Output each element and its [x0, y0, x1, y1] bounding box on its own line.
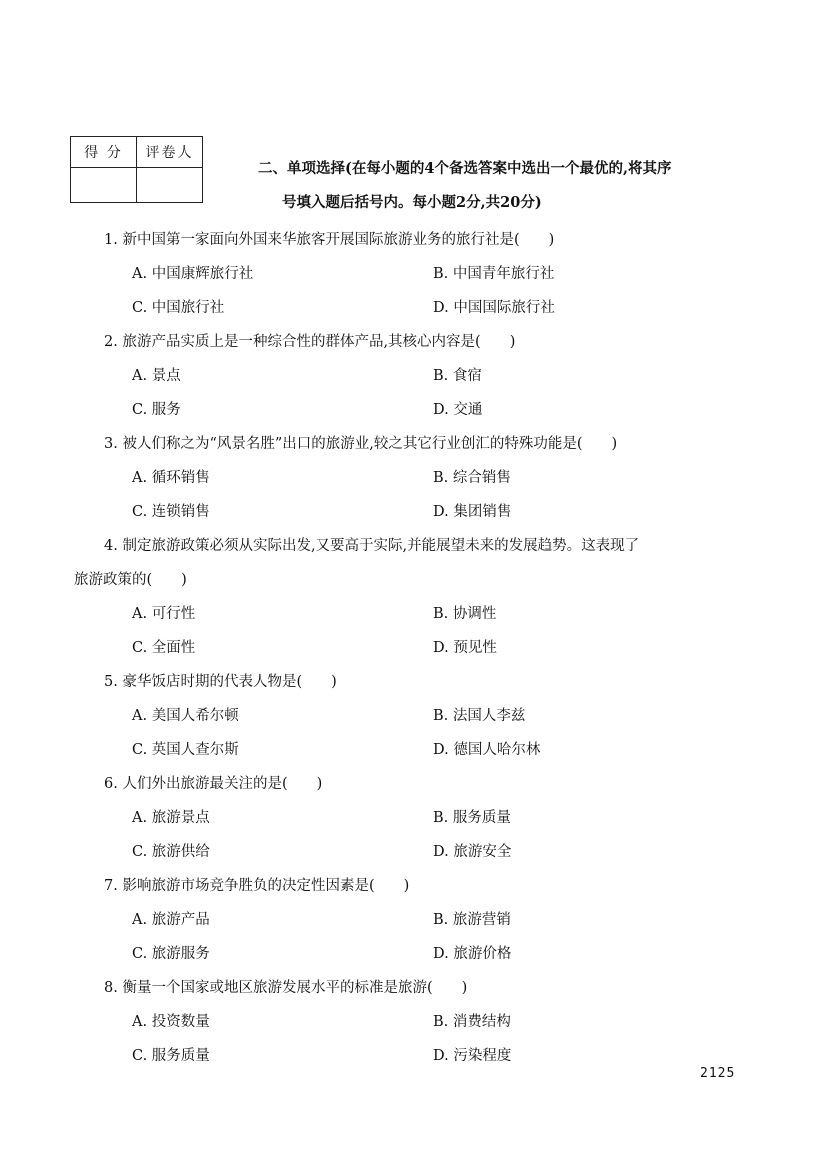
option-b: B. 法国人李兹	[433, 708, 526, 724]
option-a: A. 投资数量	[132, 1014, 210, 1030]
score-label: 得 分	[71, 137, 137, 168]
option-d: D. 污染程度	[433, 1048, 512, 1064]
option-c: C. 旅游服务	[132, 946, 210, 962]
option-c: C. 服务	[132, 402, 181, 418]
option-a: A. 旅游产品	[132, 912, 210, 928]
question-stem: 5. 豪华饭店时期的代表人物是( )	[104, 674, 337, 690]
option-d: D. 中国国际旅行社	[433, 300, 555, 316]
option-a: A. 可行性	[132, 606, 196, 622]
option-c: C. 全面性	[132, 640, 196, 656]
question-stem: 8. 衡量一个国家或地区旅游发展水平的标准是旅游( )	[104, 980, 468, 996]
question-stem: 3. 被人们称之为“风景名胜”出口的旅游业,较之其它行业创汇的特殊功能是( )	[104, 436, 618, 452]
page-number: 2125	[700, 1066, 736, 1081]
option-a: A. 旅游景点	[132, 810, 210, 826]
option-d: D. 德国人哈尔林	[433, 742, 541, 758]
section-heading-line-1: 二、单项选择(在每小题的4个备选答案中选出一个最优的,将其序	[258, 160, 672, 177]
option-c: C. 连锁销售	[132, 504, 210, 520]
question-stem: 4. 制定旅游政策必须从实际出发,又要高于实际,并能展望未来的发展趋势。这表现了	[104, 538, 640, 554]
option-d: D. 集团销售	[433, 504, 512, 520]
score-cell	[71, 168, 137, 203]
option-a: A. 美国人希尔顿	[132, 708, 239, 724]
score-box	[70, 136, 203, 203]
option-b: B. 协调性	[433, 606, 497, 622]
question-stem-continued: 旅游政策的( )	[74, 572, 187, 588]
option-a: A. 循环销售	[132, 470, 210, 486]
option-a: A. 中国康辉旅行社	[132, 266, 254, 282]
option-a: A. 景点	[132, 368, 181, 384]
grader-cell	[137, 168, 203, 203]
question-stem: 1. 新中国第一家面向外国来华旅客开展国际旅游业务的旅行社是( )	[104, 232, 555, 248]
option-b: B. 服务质量	[433, 810, 511, 826]
option-d: D. 交通	[433, 402, 483, 418]
option-b: B. 消费结构	[433, 1014, 511, 1030]
section-heading	[258, 152, 758, 220]
option-d: D. 预见性	[433, 640, 497, 656]
question-stem: 7. 影响旅游市场竞争胜负的决定性因素是( )	[104, 878, 410, 894]
option-c: C. 旅游供给	[132, 844, 210, 860]
option-c: C. 英国人查尔斯	[132, 742, 239, 758]
option-b: B. 旅游营销	[433, 912, 511, 928]
option-b: B. 食宿	[433, 368, 482, 384]
option-b: B. 中国青年旅行社	[433, 266, 555, 282]
grader-label: 评卷人	[137, 137, 203, 168]
question-stem: 6. 人们外出旅游最关注的是( )	[104, 776, 323, 792]
section-heading-line-2: 号填入题后括号内。每小题2分,共20分)	[282, 194, 542, 211]
option-c: C. 服务质量	[132, 1048, 210, 1064]
option-d: D. 旅游安全	[433, 844, 512, 860]
option-c: C. 中国旅行社	[132, 300, 225, 316]
option-b: B. 综合销售	[433, 470, 511, 486]
question-stem: 2. 旅游产品实质上是一种综合性的群体产品,其核心内容是( )	[104, 334, 516, 350]
option-d: D. 旅游价格	[433, 946, 512, 962]
